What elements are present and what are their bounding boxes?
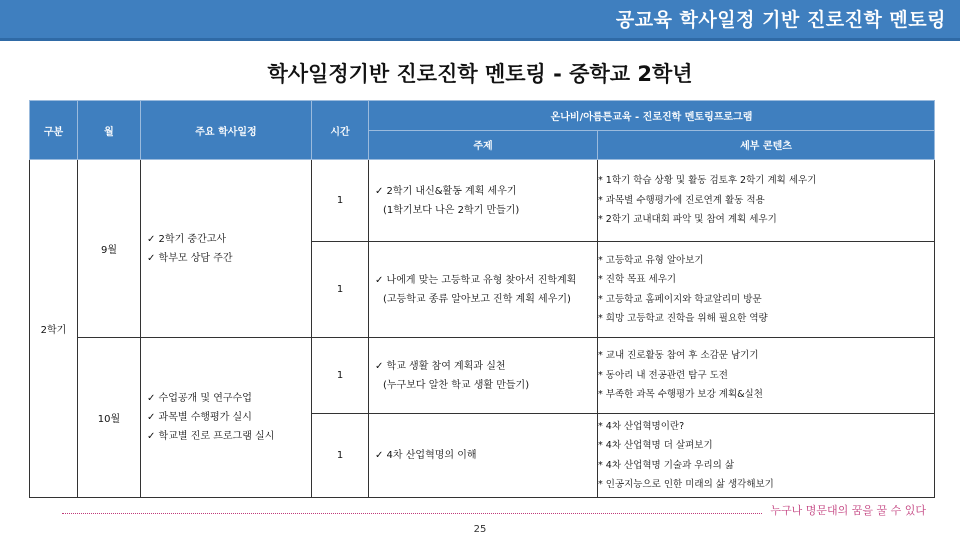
- detail-cell: [598, 160, 935, 242]
- topic-line: ✓ 나에게 맞는 고등학교 유형 찾아서 진학계획: [375, 274, 577, 286]
- detail-item: * 진학 목표 세우기: [598, 274, 677, 285]
- header-topic: 주제: [369, 130, 598, 160]
- detail-item: * 부족한 과목 수행평가 보강 계획&실천: [598, 389, 763, 401]
- topic-subline: (누구보다 알찬 학교 생활 만들기): [383, 379, 530, 391]
- month-cell: 10월: [78, 338, 141, 498]
- detail-item: * 4차 산업혁명이란?: [598, 420, 685, 432]
- detail-item: * 2학기 교내대회 파악 및 참여 계획 세우기: [598, 214, 777, 226]
- time-cell: 1: [312, 242, 369, 338]
- topic-cell: [369, 242, 598, 338]
- detail-item: * 1학기 학습 상황 및 활동 검토후 2학기 계획 세우기: [598, 175, 817, 187]
- detail-item: * 희망 고등학교 진학을 위해 필요한 역량: [598, 313, 768, 324]
- header-term: 구분: [30, 101, 78, 160]
- topic-subline: (1학기보다 나은 2학기 만들기): [383, 204, 520, 216]
- schedule-item: ✓ 과목별 수행평가 실시: [147, 412, 252, 423]
- detail-item: * 인공지능으로 인한 미래의 삶 생각해보기: [598, 479, 774, 490]
- header-time: 시간: [312, 101, 369, 160]
- topic-subline: (고등학교 종류 알아보고 진학 계획 세우기): [383, 293, 571, 305]
- topic-line: ✓ 학교 생활 참여 계획과 실천: [375, 360, 506, 372]
- page-title: 학사일정기반 진로진학 멘토링 - 중학교 2학년: [267, 62, 693, 86]
- schedule-item: ✓ 학부모 상담 주간: [147, 252, 233, 264]
- brand-title: 공교육 학사일정 기반 진로진학 멘토링: [615, 9, 946, 31]
- detail-item: * 고등학교 유형 알아보기: [598, 254, 704, 266]
- schedule-item: ✓ 2학기 중간고사: [147, 233, 227, 245]
- detail-item: * 4차 산업혁명 기술과 우리의 삶: [598, 459, 735, 471]
- schedule-cell: [141, 338, 312, 498]
- banner-accent-line: [0, 38, 960, 41]
- schedule-item: ✓ 학교별 진로 프로그램 실시: [147, 431, 275, 442]
- schedule-item: ✓ 수업공개 및 연구수업: [147, 393, 252, 404]
- footer-divider: [62, 513, 762, 514]
- topic-line: ✓ 2학기 내신&활동 계획 세우기: [375, 185, 517, 197]
- header-program: 온나비/아름튼교육 - 진로진학 멘토링프로그램: [369, 101, 935, 131]
- header-month: 월: [78, 101, 141, 160]
- topic-cell: [369, 160, 598, 242]
- detail-item: * 동아리 내 전공관련 탐구 도전: [598, 369, 728, 381]
- time-cell: 1: [312, 338, 369, 414]
- table-row: [30, 338, 935, 414]
- detail-item: * 과목별 수행평가에 진로연계 활동 적용: [598, 194, 765, 206]
- detail-cell: [598, 414, 935, 498]
- term-cell: 2학기: [30, 160, 78, 498]
- header-schedule: 주요 학사일정: [141, 101, 312, 160]
- detail-item: * 고등학교 홈페이지와 학교알리미 방문: [598, 293, 762, 305]
- schedule-cell: [141, 160, 312, 338]
- page-number: 25: [473, 524, 487, 535]
- footer-slogan: 누구나 명문대의 꿈을 꿀 수 있다: [770, 504, 926, 517]
- topic-line: ✓ 4차 산업혁명의 이해: [375, 450, 477, 461]
- month-cell: 9월: [78, 160, 141, 338]
- detail-item: * 4차 산업혁명 더 살펴보기: [598, 440, 713, 451]
- time-cell: 1: [312, 414, 369, 498]
- detail-cell: [598, 338, 935, 414]
- table-row: [30, 160, 935, 242]
- detail-item: * 교내 진로활동 참여 후 소감문 남기기: [598, 350, 759, 362]
- header-detail: 세부 콘텐츠: [598, 130, 935, 160]
- topic-cell: [369, 414, 598, 498]
- schedule-table: [29, 100, 935, 498]
- time-cell: 1: [312, 160, 369, 242]
- topic-cell: [369, 338, 598, 414]
- detail-cell: [598, 242, 935, 338]
- top-banner: [0, 0, 960, 38]
